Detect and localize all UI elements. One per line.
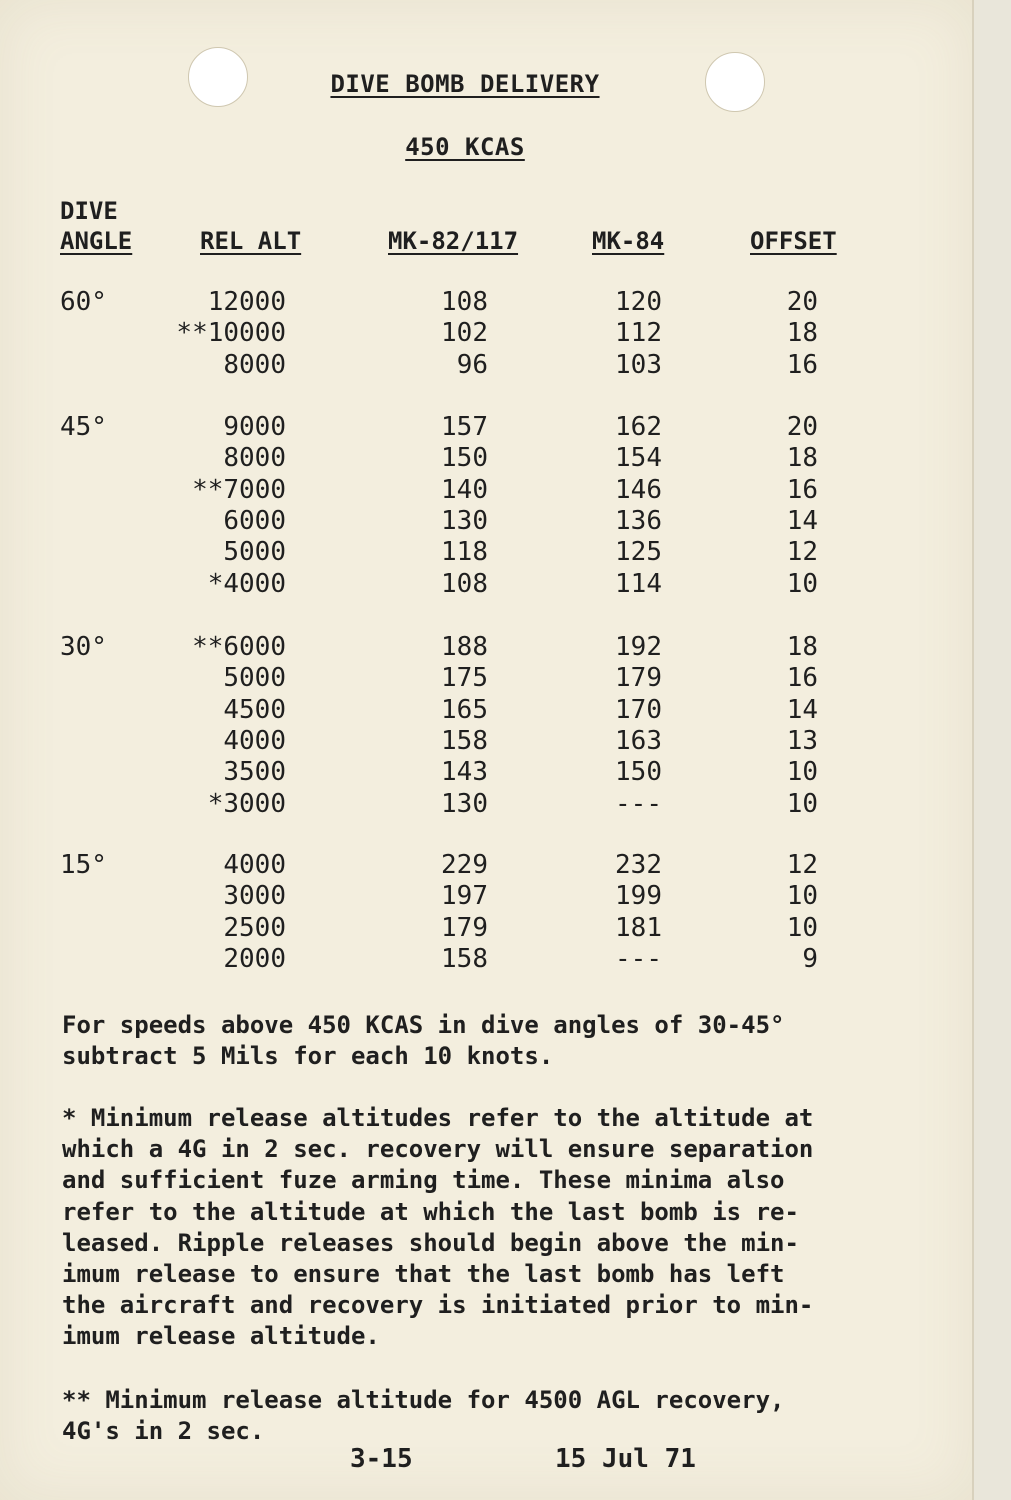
offset-cell: 16 — [786, 349, 818, 380]
rel-alt-cell: 6000 — [223, 505, 286, 536]
note-speed-correction: For speeds above 450 KCAS in dive angles of 30-45° subtract 5 Mils for each 10 knots. — [62, 1011, 785, 1071]
header-dive-angle-line2: ANGLE — [60, 227, 133, 255]
table-row — [0, 350, 930, 381]
mk82-cell: 143 — [441, 757, 488, 788]
rel-alt-cell: 3000 — [223, 881, 286, 912]
table-row — [0, 695, 930, 726]
header-mk82: MK-82/117 — [388, 227, 519, 255]
offset-cell: 20 — [786, 287, 818, 317]
offset-cell: 10 — [786, 568, 818, 599]
table-row — [0, 318, 930, 349]
table-row — [0, 475, 930, 506]
mk82-cell: 157 — [441, 412, 488, 442]
table-row — [0, 443, 930, 474]
dive-angle-value: 30° — [60, 632, 107, 662]
mk82-cell: 150 — [441, 443, 488, 474]
table-row — [0, 913, 930, 944]
table-row — [0, 569, 930, 600]
table-row — [0, 881, 930, 912]
offset-cell: 16 — [786, 474, 818, 505]
header-dive-angle-line1: DIVE — [60, 197, 118, 225]
table-row — [0, 632, 930, 663]
page-number: 3-15 — [350, 1444, 413, 1474]
mk84-cell: 114 — [615, 568, 662, 599]
mk82-cell: 140 — [441, 474, 488, 505]
offset-cell: 14 — [786, 694, 818, 725]
mk82-cell: 188 — [441, 632, 488, 662]
note-single-star: * Minimum release altitudes refer to the altitude at which a 4G in 2 sec. recovery will ensure separation and sufficient fuze arming time. These minima also refer to the altitude at which the last bomb is re- leased. Ripple releases should begin above the min- imum release to ensure that the last bomb has left the aircraft and recovery is initiated prior to min- imum release altitude. — [62, 1104, 814, 1351]
mk84-cell: 154 — [615, 443, 662, 474]
document-title: DIVE BOMB DELIVERY — [330, 70, 600, 98]
mk84-cell: 136 — [615, 505, 662, 536]
document-subtitle: 450 KCAS — [405, 133, 525, 161]
offset-cell: 10 — [786, 757, 818, 788]
mk82-cell: 130 — [441, 788, 488, 819]
mk84-cell: 232 — [615, 850, 662, 880]
dive-angle-value: 45° — [60, 412, 107, 442]
dive-angle-value: 60° — [60, 287, 107, 317]
offset-cell: 14 — [786, 505, 818, 536]
document-date: 15 Jul 71 — [555, 1444, 696, 1474]
mk82-cell: 108 — [441, 568, 488, 599]
mk82-cell: 158 — [441, 725, 488, 756]
table-row — [0, 757, 930, 788]
offset-cell: 18 — [786, 443, 818, 474]
offset-cell: 10 — [786, 788, 818, 819]
rel-alt-cell: 9000 — [223, 412, 286, 442]
rel-alt-cell: 12000 — [207, 287, 286, 317]
rel-alt-cell: 5000 — [223, 663, 286, 694]
table-row — [0, 789, 930, 820]
offset-cell: 16 — [786, 663, 818, 694]
mk82-cell: 108 — [441, 287, 488, 317]
rel-alt-cell: 4000 — [223, 725, 286, 756]
table-row — [0, 850, 930, 881]
mk84-cell: 192 — [615, 632, 662, 662]
table-row — [0, 944, 930, 975]
mk82-cell: 229 — [441, 850, 488, 880]
mk84-cell: 162 — [615, 412, 662, 442]
rel-alt-cell: 2500 — [223, 912, 286, 943]
mk84-cell: 120 — [615, 287, 662, 317]
offset-cell: 20 — [786, 412, 818, 442]
mk84-cell: 199 — [615, 881, 662, 912]
dive-angle-value: 15° — [60, 850, 107, 880]
table-row — [0, 726, 930, 757]
offset-cell: 10 — [786, 881, 818, 912]
rel-alt-cell: 8000 — [223, 349, 286, 380]
rel-alt-cell: 4000 — [223, 850, 286, 880]
rel-alt-cell: 2000 — [223, 943, 286, 974]
mk84-cell: 163 — [615, 725, 662, 756]
rel-alt-cell: **10000 — [176, 318, 286, 349]
mk82-cell: 165 — [441, 694, 488, 725]
table-row — [0, 287, 930, 318]
mk84-cell: 146 — [615, 474, 662, 505]
mk82-cell: 130 — [441, 505, 488, 536]
mk84-cell: 179 — [615, 663, 662, 694]
header-offset: OFFSET — [750, 227, 837, 255]
note-double-star: ** Minimum release altitude for 4500 AGL recovery, 4G's in 2 sec. — [62, 1386, 785, 1446]
rel-alt-cell: 3500 — [223, 757, 286, 788]
mk82-cell: 179 — [441, 912, 488, 943]
rel-alt-cell: **7000 — [192, 474, 286, 505]
mk82-cell: 96 — [456, 349, 488, 380]
offset-cell: 13 — [786, 725, 818, 756]
rel-alt-cell: *3000 — [207, 788, 286, 819]
mk82-cell: 158 — [441, 943, 488, 974]
table-row — [0, 537, 930, 568]
rel-alt-cell: *4000 — [207, 568, 286, 599]
offset-cell: 12 — [786, 850, 818, 880]
mk82-cell: 118 — [441, 537, 488, 568]
table-row — [0, 412, 930, 443]
offset-cell: 18 — [786, 318, 818, 349]
mk84-cell: 112 — [615, 318, 662, 349]
table-row — [0, 506, 930, 537]
offset-cell: 10 — [786, 912, 818, 943]
mk84-cell: 170 — [615, 694, 662, 725]
mk82-cell: 197 — [441, 881, 488, 912]
mk84-cell: --- — [615, 788, 662, 819]
mk82-cell: 102 — [441, 318, 488, 349]
header-rel-alt: REL ALT — [200, 227, 302, 255]
table-row — [0, 663, 930, 694]
mk84-cell: --- — [615, 943, 662, 974]
mk84-cell: 150 — [615, 757, 662, 788]
mk84-cell: 181 — [615, 912, 662, 943]
mk84-cell: 125 — [615, 537, 662, 568]
mk82-cell: 175 — [441, 663, 488, 694]
rel-alt-cell: 8000 — [223, 443, 286, 474]
header-mk84: MK-84 — [592, 227, 665, 255]
rel-alt-cell: **6000 — [192, 632, 286, 662]
mk84-cell: 103 — [615, 349, 662, 380]
offset-cell: 12 — [786, 537, 818, 568]
rel-alt-cell: 5000 — [223, 537, 286, 568]
offset-cell: 9 — [802, 943, 818, 974]
rel-alt-cell: 4500 — [223, 694, 286, 725]
offset-cell: 18 — [786, 632, 818, 662]
